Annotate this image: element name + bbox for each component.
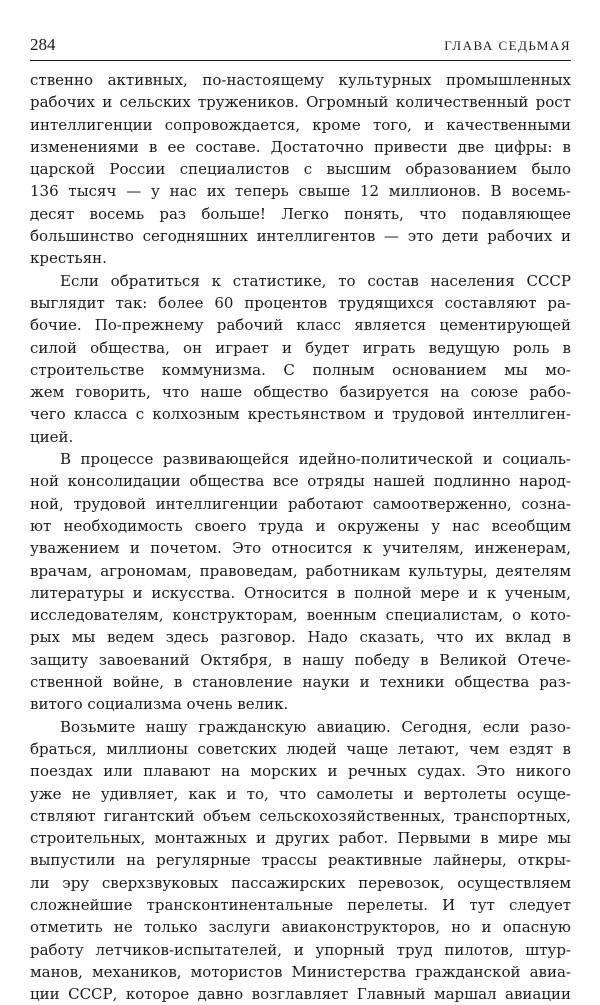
- text-line: сложнейшие трансконтинентальные перелеты. И тут следует: [30, 895, 571, 914]
- text-line: строительстве коммунизма. С полным основанием мы мо-: [30, 360, 571, 379]
- text-line: чего класса с колхозным крестьянством и трудовой интеллиген-: [30, 405, 571, 424]
- text-line: большинство сегодняшних интеллигентов — это дети рабочих и: [30, 227, 571, 246]
- page-number: 284: [30, 35, 56, 54]
- text-line: десят восемь раз больше! Легко понять, что подавляющее: [30, 204, 571, 223]
- text-line: 136 тысяч — у нас их теперь свыше 12 миллионов. В восемь-: [30, 182, 571, 201]
- text-line: рабочих и сельских тружеников. Огромный количественный рост: [30, 93, 571, 112]
- text-line: ют необходимость своего труда и окружены у нас всеобщим: [30, 516, 571, 535]
- text-line: витого социализма очень велик.: [30, 695, 289, 714]
- text-line: поездах или плавают на морских и речных судах. Это никого: [30, 762, 571, 781]
- text-line: рых мы ведем здесь разговор. Надо сказать, что их вклад в: [30, 628, 571, 647]
- text-line: ственной войне, в становление науки и техники общества раз-: [30, 673, 571, 692]
- text-line: жем говорить, что наше общество базируется на союзе рабо-: [30, 383, 571, 402]
- paragraph: [30, 448, 571, 716]
- chapter-title: ГЛАВА СЕДЬМАЯ: [444, 38, 571, 53]
- text-line: интеллигенции сопровождается, кроме того, и качественными: [30, 115, 571, 134]
- text-line: изменениями в ее составе. Достаточно привести две цифры: в: [30, 137, 571, 156]
- text-line: силой общества, он играет и будет играть ведущую роль в: [30, 338, 571, 357]
- text-line: Возьмите нашу гражданскую авиацию. Сегодня, если разо-: [60, 717, 571, 736]
- text-line: браться, миллионы советских людей чаще летают, чем ездят в: [30, 739, 571, 758]
- text-line: врачам, агрономам, правоведам, работникам культуры, деятелям: [30, 561, 571, 580]
- text-line: отметить не только заслуги авиаконструкторов, но и опасную: [30, 918, 571, 937]
- text-line: защиту завоеваний Октября, в нашу победу в Великой Отече-: [30, 650, 571, 669]
- text-line: ции СССР, которое давно возглавляет Главный маршал авиации: [30, 985, 571, 1004]
- text-line: манов, механиков, мотористов Министерства гражданской авиа-: [30, 962, 571, 981]
- body-text: [30, 69, 571, 1005]
- text-line: ли эру сверхзвуковых пассажирских перевозок, осуществляем: [30, 873, 571, 892]
- text-line: выглядит так: более 60 процентов трудящихся составляют ра-: [30, 293, 571, 312]
- text-line: работу летчиков-испытателей, и упорный труд пилотов, штур-: [30, 940, 571, 959]
- text-line: В процессе развивающейся идейно-политической и социаль-: [60, 450, 571, 469]
- text-line: царской России специалистов с высшим образованием было: [30, 160, 571, 179]
- text-line: бочие. По-прежнему рабочий класс является цементирующей: [30, 316, 571, 335]
- paragraph: [30, 69, 571, 270]
- text-line: исследователям, конструкторам, военным специалистам, о кото-: [30, 606, 571, 625]
- text-line: уважением и почетом. Это относится к учителям, инженерам,: [30, 539, 571, 558]
- book-page: [30, 34, 571, 1005]
- text-line: крестьян.: [30, 249, 107, 268]
- running-header: [30, 34, 571, 61]
- text-line: цией.: [30, 427, 74, 446]
- paragraph: [30, 716, 571, 1005]
- text-line: ственно активных, по-настоящему культурных промышленных: [30, 71, 571, 89]
- text-line: литературы и искусства. Относится в полной мере и к ученым,: [30, 583, 571, 602]
- text-line: ной консолидации общества все отряды нашей подлинно народ-: [30, 472, 571, 491]
- text-line: уже не удивляет, как и то, что самолеты и вертолеты осуще-: [30, 784, 571, 803]
- text-line: Если обратиться к статистике, то состав населения СССР: [60, 271, 571, 290]
- text-line: ствляют гигантский объем сельскохозяйственных, транспортных,: [30, 806, 571, 825]
- paragraph: [30, 270, 571, 448]
- text-line: ной, трудовой интеллигенции работают самоотверженно, созна-: [30, 494, 571, 513]
- text-line: выпустили на регулярные трассы реактивные лайнеры, откры-: [30, 851, 571, 870]
- text-line: строительных, монтажных и других работ. Первыми в мире мы: [30, 829, 571, 848]
